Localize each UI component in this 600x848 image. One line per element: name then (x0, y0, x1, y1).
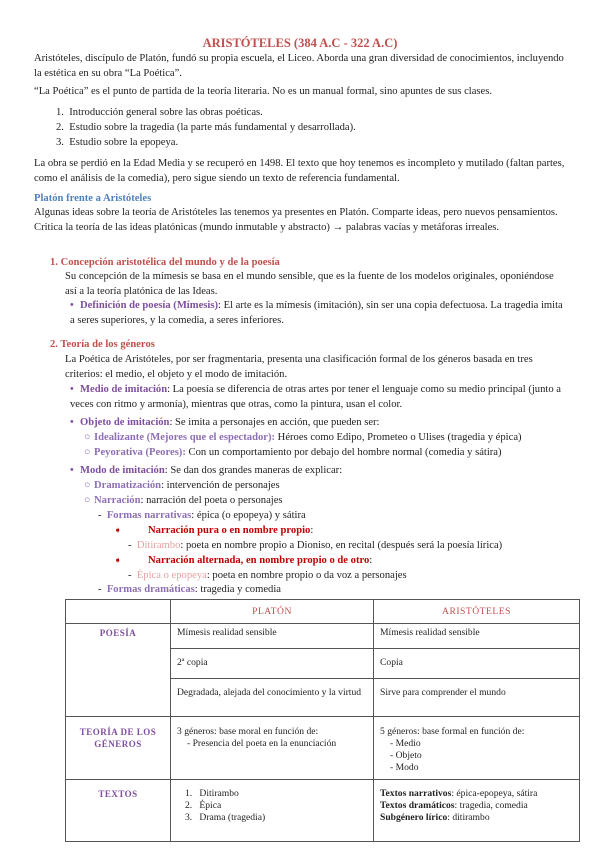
circle-bullet-icon: ○ (84, 447, 91, 458)
mimesis-bullet: • Definición de poesía (Mímesis): El arte es la mímesis (imitación), sin ser una copia defectuosa. La tragedia imita a seres superiores, y la comedia, a seres inferiores. (70, 300, 563, 326)
table-cell: 3 géneros: base moral en función de: - Presencia del poeta en la enunciación (171, 717, 374, 780)
table-cell: 1. Ditirambo 2. Épica 3. Drama (tragedia) (171, 780, 374, 842)
arrow-bullet-icon: ➧ (114, 555, 122, 565)
table-cell: Textos narrativos: épica-epopeya, sátira Textos dramáticos: tragedia, comedia Subgénero lírico: ditirambo (374, 780, 580, 842)
arrow-bullet-icon: ➧ (114, 525, 122, 535)
numbered-list (56, 105, 356, 150)
subsection-heading-1: 1. Concepción aristotélica del mundo y de la poesía (50, 257, 280, 268)
bullet-icon: • (70, 417, 74, 428)
table-cell: Copia (374, 649, 580, 679)
table-cell: Sirve para comprender el mundo (374, 679, 580, 717)
table-cell: 2ª copia (171, 649, 374, 679)
narracion-alternada-item: ➧ Narración alternada, en nombre propio o de otro: (114, 555, 373, 566)
formas-dramaticas-item: - Formas dramáticas: tragedia y comedia (98, 584, 281, 595)
poetica-paragraph: “La Poética” es el punto de partida de la teoría literaria. No es un manual formal, sino apuntes de sus clases. (34, 86, 493, 97)
epica-item: - Épica o epopeya: poeta en nombre propio o da voz a personajes (128, 570, 407, 581)
section-paragraph: Algunas ideas sobre la teoría de Aristóteles las tenemos ya presentes en Platón. Comparte ideas, pero nuevos pensamientos. Critica la teoría de las ideas platónicas (mundo inmutable y abstracto) → palabras vacías y metáforas irreales. (34, 207, 558, 233)
circle-bullet-icon: ○ (84, 495, 91, 506)
narracion-pura-item: ➧ Narración pura o en nombre propio: (114, 525, 314, 536)
subsection-heading-2: 2. Teoría de los géneros (50, 339, 155, 350)
col-header-aristoteles: ARISTÓTELES (374, 600, 580, 624)
section-heading: Platón frente a Aristóteles (34, 193, 152, 204)
table-row (66, 780, 580, 842)
col-header-platon: PLATÓN (171, 600, 374, 624)
circle-bullet-icon: ○ (84, 480, 91, 491)
subsection-2-text: La Poética de Aristóteles, por ser fragmentaria, presenta una clasificación formal de los géneros basada en tres criterios: el medio, el objeto y el modo de imitación. (65, 354, 533, 380)
bullet-icon: • (70, 465, 74, 476)
row-header-poesia: POESÍA (66, 624, 171, 717)
comparison-table (65, 599, 580, 842)
circle-bullet-icon: ○ (84, 432, 91, 443)
ditirambo-item: - Ditirambo: poeta en nombre propio a Dioniso, en recital (después será la poesía lírica) (128, 540, 503, 551)
table-cell: Degradada, alejada del conocimiento y la virtud (171, 679, 374, 717)
formas-narrativas-item: - Formas narrativas: épica (o epopeya) y sátira (98, 510, 306, 521)
dramatizacion-item: ○ Dramatización: intervención de personajes (84, 480, 280, 491)
list-item: 2. Estudio sobre la tragedia (la parte más fundamental y desarrollada). (56, 122, 356, 133)
idealizante-item: ○ Idealizante (Mejores que el espectador): Héroes como Edipo, Prometeo o Ulises (tragedia y épica) (84, 432, 522, 443)
document-title: ARISTÓTELES (384 A.C - 322 A.C) (202, 36, 398, 50)
modo-bullet: • Modo de imitación: Se dan dos grandes maneras de explicar: (70, 465, 343, 476)
list-item: 3. Estudio sobre la epopeya. (56, 137, 179, 148)
row-header-teoria: TEORÍA DE LOS GÉNEROS (66, 717, 171, 780)
subsection-1-text: Su concepción de la mímesis se basa en el mundo sensible, que es la fuente de los modelos originales, oponiéndose así a la teoría platónica de las Ideas. (65, 271, 554, 297)
peyorativa-item: ○ Peyorativa (Peores): Con un comportamiento por debajo del hombre normal (comedia y sátira) (84, 447, 502, 458)
objeto-bullet: • Objeto de imitación: Se imita a personajes en acción, que pueden ser: (70, 417, 380, 428)
bullet-icon: • (70, 384, 74, 395)
intro-paragraph: Aristóteles, discípulo de Platón, fundó su propia escuela, el Liceo. Aborda una gran diversidad de conocimientos, incluyendo la estética en su obra “La Poética”. (34, 53, 564, 79)
list-item: 1. Introducción general sobre las obras poéticas. (56, 107, 263, 118)
table-row (66, 717, 580, 780)
table-cell: Mímesis realidad sensible (171, 624, 374, 649)
table-cell: Mímesis realidad sensible (374, 624, 580, 649)
medio-bullet: • Medio de imitación: La poesía se diferencia de otras artes por tener el lenguaje como su medio principal (junto a veces con ritmo y armonía), mientras que otras, como la pintura, usan el color. (70, 384, 561, 410)
table-header-row (66, 600, 580, 624)
narracion-item: ○ Narración: narración del poeta o personajes (84, 495, 283, 506)
table-corner-cell (66, 600, 171, 624)
row-header-textos: TEXTOS (66, 780, 171, 842)
table-row (66, 624, 580, 649)
table-cell: 5 géneros: base formal en función de: - Medio - Objeto - Modo (374, 717, 580, 780)
bullet-icon: • (70, 300, 74, 311)
lost-paragraph: La obra se perdió en la Edad Media y se recuperó en 1498. El texto que hoy tenemos es incompleto y mutilado (faltan partes, como el análisis de la comedia), pero sigue siendo un texto de referencia fundamental. (34, 158, 565, 184)
